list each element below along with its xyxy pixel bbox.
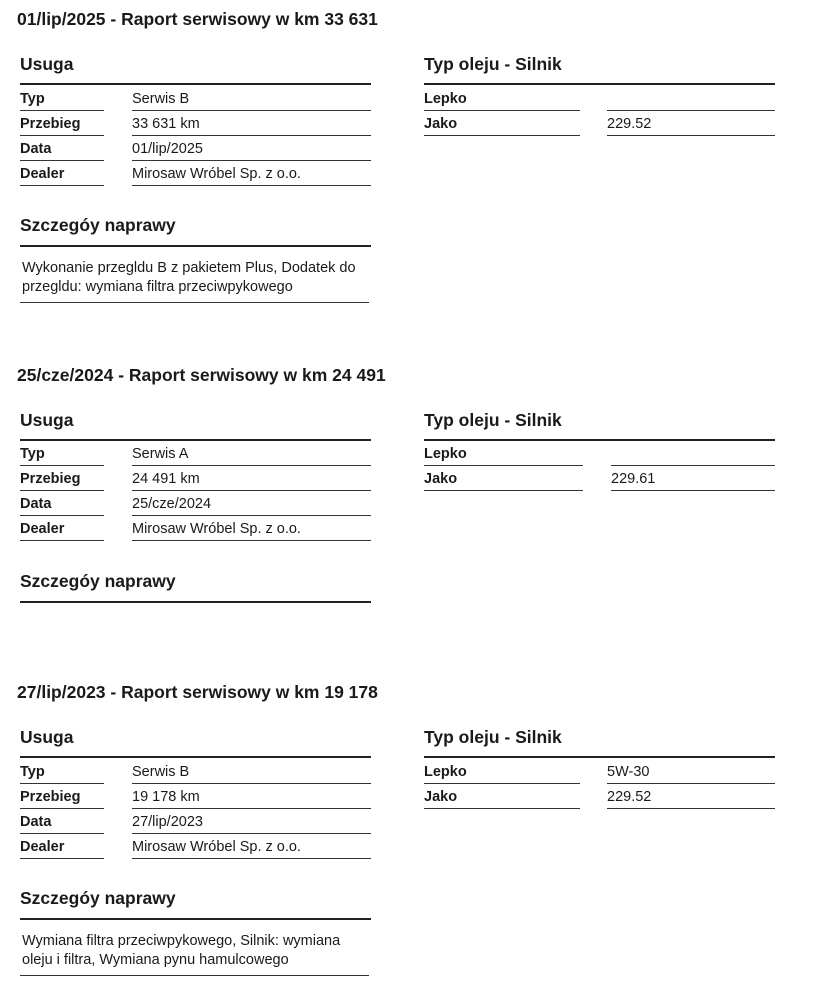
- oil-heading: Typ oleju - Silnik: [424, 727, 562, 747]
- dealer-value: Mirosaw Wróbel Sp. z o.o.: [132, 166, 301, 182]
- divider: [424, 756, 775, 758]
- divider: [20, 110, 104, 111]
- mileage-label: Przebieg: [20, 471, 81, 487]
- type-label: Typ: [20, 446, 45, 462]
- repair-details-heading: Szczegóy naprawy: [20, 888, 176, 908]
- divider: [424, 110, 580, 111]
- date-value: 25/cze/2024: [132, 496, 212, 512]
- divider: [132, 160, 371, 161]
- divider: [424, 135, 580, 136]
- divider: [132, 185, 371, 186]
- repair-details-heading: Szczegóy naprawy: [20, 571, 176, 591]
- viscosity-value: 5W-30: [607, 764, 650, 780]
- mileage-value: 24 491 km: [132, 471, 200, 487]
- oil-heading: Typ oleju - Silnik: [424, 54, 562, 74]
- divider: [132, 135, 371, 136]
- divider: [424, 783, 580, 784]
- divider: [611, 490, 775, 491]
- viscosity-label: Lepko: [424, 91, 467, 107]
- mileage-label: Przebieg: [20, 116, 81, 132]
- divider: [20, 465, 104, 466]
- divider: [20, 601, 371, 603]
- divider: [20, 490, 104, 491]
- divider: [132, 808, 371, 809]
- divider: [20, 975, 369, 976]
- date-value: 27/lip/2023: [132, 814, 203, 830]
- divider: [20, 756, 371, 758]
- divider: [424, 439, 775, 441]
- report-title: 01/lip/2025 - Raport serwisowy w km 33 631: [17, 9, 378, 29]
- date-value: 01/lip/2025: [132, 141, 203, 157]
- mileage-value: 33 631 km: [132, 116, 200, 132]
- viscosity-label: Lepko: [424, 764, 467, 780]
- divider: [20, 185, 104, 186]
- divider: [20, 918, 371, 920]
- dealer-label: Dealer: [20, 521, 65, 537]
- dealer-value: Mirosaw Wróbel Sp. z o.o.: [132, 521, 301, 537]
- dealer-value: Mirosaw Wróbel Sp. z o.o.: [132, 839, 301, 855]
- type-value: Serwis B: [132, 91, 190, 107]
- divider: [607, 135, 775, 136]
- divider: [20, 833, 104, 834]
- divider: [20, 439, 371, 441]
- quality-value: 229.52: [607, 789, 652, 805]
- quality-label: Jako: [424, 789, 458, 805]
- viscosity-label: Lepko: [424, 446, 467, 462]
- date-label: Data: [20, 496, 52, 512]
- divider: [607, 808, 775, 809]
- divider: [132, 110, 371, 111]
- divider: [20, 160, 104, 161]
- divider: [20, 808, 104, 809]
- quality-label: Jako: [424, 471, 458, 487]
- oil-heading: Typ oleju - Silnik: [424, 410, 562, 430]
- report-title: 25/cze/2024 - Raport serwisowy w km 24 491: [17, 365, 386, 385]
- divider: [424, 808, 580, 809]
- divider: [20, 83, 371, 85]
- divider: [607, 783, 775, 784]
- divider: [132, 540, 371, 541]
- divider: [132, 490, 371, 491]
- type-value: Serwis B: [132, 764, 190, 780]
- service-heading: Usuga: [20, 54, 74, 74]
- dealer-label: Dealer: [20, 839, 65, 855]
- divider: [20, 245, 371, 247]
- divider: [132, 833, 371, 834]
- repair-details-text: Wykonanie przegldu B z pakietem Plus, Dodatek do przegldu: wymiana filtra przeciwpykowego: [22, 260, 356, 295]
- service-heading: Usuga: [20, 410, 74, 430]
- mileage-label: Przebieg: [20, 789, 81, 805]
- divider: [132, 858, 371, 859]
- type-value: Serwis A: [132, 446, 189, 462]
- divider: [132, 465, 371, 466]
- quality-value: 229.52: [607, 116, 652, 132]
- date-label: Data: [20, 814, 52, 830]
- type-label: Typ: [20, 91, 45, 107]
- repair-details-heading: Szczegóy naprawy: [20, 215, 176, 235]
- quality-value: 229.61: [611, 471, 656, 487]
- date-label: Data: [20, 141, 52, 157]
- divider: [424, 83, 775, 85]
- divider: [424, 490, 583, 491]
- mileage-value: 19 178 km: [132, 789, 200, 805]
- repair-details-text: Wymiana filtra przeciwpykowego, Silnik: wymiana oleju i filtra, Wymiana pynu hamulcowego: [22, 933, 341, 968]
- quality-label: Jako: [424, 116, 458, 132]
- divider: [607, 110, 775, 111]
- divider: [20, 515, 104, 516]
- divider: [20, 135, 104, 136]
- service-heading: Usuga: [20, 727, 74, 747]
- divider: [20, 858, 104, 859]
- divider: [132, 783, 371, 784]
- divider: [132, 515, 371, 516]
- divider: [424, 465, 583, 466]
- divider: [611, 465, 775, 466]
- report-title: 27/lip/2023 - Raport serwisowy w km 19 178: [17, 682, 378, 702]
- dealer-label: Dealer: [20, 166, 65, 182]
- divider: [20, 302, 369, 303]
- divider: [20, 540, 104, 541]
- divider: [20, 783, 104, 784]
- type-label: Typ: [20, 764, 45, 780]
